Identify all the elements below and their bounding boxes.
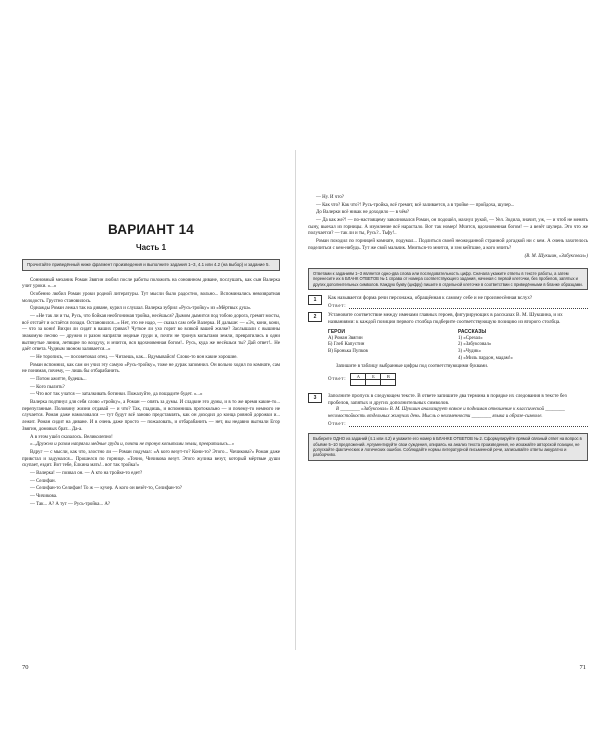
- grid-letter: В: [381, 374, 395, 380]
- heroes-column: [328, 329, 458, 363]
- text-paragraph: — Как что? Как что?! Русь-тройка, всё гремит, всё заливается, а в тройке — пройдоха, шулер...: [316, 202, 515, 208]
- answer-grid[interactable]: [350, 373, 396, 386]
- answer-field[interactable]: [328, 422, 588, 427]
- grid-letter: А: [351, 374, 365, 380]
- right-column: [308, 195, 588, 461]
- task-3: [308, 393, 588, 427]
- author-attribution: (В. М. Шукшин, «Забуксовал»): [524, 254, 588, 260]
- grid-cell[interactable]: [381, 380, 395, 385]
- hero-item: Б) Глеб Капустин: [328, 342, 365, 348]
- right-page: [300, 0, 600, 750]
- matching-table: [328, 329, 588, 363]
- text-paragraph: — Так... А? А тут — Русь-тройка... А?: [30, 501, 111, 507]
- text-paragraph: Роман вспомнил, как сам он учил эту самую «Русь-тройку», тоже не дурак запомнил. Он вольно ходил по комнате, сам не понимая, почему, — лишь бы отбарабанить.: [22, 362, 280, 375]
- text-paragraph: — Селифан.: [30, 478, 56, 484]
- quoted-line: «...Дружно и разом напрягли медные груди и, почти не тронув копытами земли, превратились...»: [30, 442, 235, 448]
- text-paragraph: — Не торопись, — посоветовал отец. — Читаешь, как... Вдумывайся! Слово-то вон какие хорошие.: [30, 355, 238, 361]
- answer-field[interactable]: [328, 304, 588, 309]
- story-item: 1) «Срезал»: [458, 335, 483, 341]
- instruction-box: Прочитайте приведённый ниже фрагмент произведения и выполните задания 1–3, 4.1 или 4.2 (на выбор) и задание 5.: [22, 259, 280, 271]
- text-paragraph: Сонновный механик Роман Звягин любил после работы положить на соновнном диване, послушать, как сын Валерка учит уроки. «...»: [22, 277, 280, 290]
- variant-title: ВАРИАНТ 14: [107, 222, 195, 237]
- story-item: 3) «Чудик»: [458, 349, 481, 355]
- text-paragraph: Однажды Роман лежал так на диване, курил и слушал. Валерка зубрил «Русь-тройку» из «Мёртвых душ».: [30, 306, 252, 312]
- story-item: 4) «Миль пардон, мадам!»: [458, 355, 513, 361]
- page-gutter: [295, 150, 296, 650]
- hero-item: В) Бронька Пупков: [328, 349, 368, 355]
- text-paragraph: — Кого пылить?: [30, 384, 65, 390]
- column-header: ГЕРОИ: [328, 328, 345, 335]
- answer-label: Ответ:: [328, 377, 347, 383]
- text-paragraph: — Селифан-то Селифан! То ж — кучер. А кого он везёт-то, Селифан-то?: [30, 486, 182, 492]
- left-page: [0, 0, 292, 750]
- page-number: 71: [579, 664, 586, 671]
- text-paragraph: — Что вот так учатся — заталкивать ботинки. Пожалуйте, да пощадите будет. «...»: [30, 392, 203, 398]
- answer-label: Ответ:: [328, 422, 347, 428]
- text-paragraph: А в этом ушёл сказалось. Великолепно!: [30, 434, 113, 440]
- text-paragraph: Вдруг — с мысли, как что, злостно ли — Роман подумал: «А кого везут-то? Кони-то? Этого... Чичикова?» Роман даже привстал и задумался... Прошелся по горнице. «Точно, Чичикова везут. Этого жулика везут, который мёртвые души скупает, ездит. Вот тебе, Ёлкина мать!.. вот так тройка!»: [22, 449, 280, 469]
- left-column: [22, 222, 280, 509]
- column-header: РАССКАЗЫ: [458, 328, 487, 335]
- task-note: Запишите в таблицу выбранные цифры под соответствующими буквами.: [336, 364, 489, 370]
- task-question: Установите соответствие между именами главных героев, фигурирующих в рассказах В. М. Шукшина, и их названиями: к каждой позиции первого столбца подберите соответствующую позицию из второго столбца.: [328, 311, 563, 325]
- part-title: Часть 1: [135, 243, 167, 252]
- story-item: 2) «Забуксовал»: [458, 342, 492, 348]
- text-paragraph: До Валерки всё никак не доходило — в чём?: [316, 210, 410, 216]
- answer-instruction-box: Ответами к заданиям 1–3 является одно-два слова или последовательность цифр. Сначала укажите ответы в тексте работы, а затем перенесите их в БЛАНК ОТВЕТОВ № 1 справа от номера соответствующего задания, начиная с первой клеточки, без пробелов, запятых и других дополнительных символов. Каждую букву (цифру) пишите в отдельной клеточке в соответствии с приведёнными в бланке образцами.: [308, 268, 588, 290]
- text-paragraph: — Ну. И что?: [316, 195, 344, 200]
- task-number: 1: [308, 295, 322, 305]
- text-paragraph: — Да как же?! — по-настоящему заволновался Роман, он подошёл, махнул рукой, — Уел. Зодила, значит, уж, — и чтоб не менять сыну, выехал из горницы. А изумление всё нарастало. Вот так номер! Мчится, вдохновенная богом! — а везёт шулера. Это что же получается? — так ли и ты, Русь?.. Тьфу!..: [308, 218, 588, 237]
- text-paragraph: — Валерка! — позвал он. — А кто на тройке-то едет?: [30, 470, 143, 476]
- task-question: Как называется форма речи персонажа, обращённая к самому себе и не произнесённая вслух?: [328, 294, 533, 301]
- essay-instruction-box: Выберите ОДНО из заданий (4.1 или 4.2) и укажите его номер в БЛАНКЕ ОТВЕТОВ № 2. Сформулируйте прямой связный ответ на вопрос в объёме 5–10 предложений. Аргументируйте свои суждения, опираясь на анализ текста произведения, не искажайте авторской позиции, не допускайте фактических и логических ошибок. Соблюдайте нормы литературной письменной речи, записывайте ответы аккуратно и разборчиво.: [308, 433, 588, 460]
- text-paragraph: — Чичикова.: [30, 493, 58, 499]
- hero-item: А) Роман Звягин: [328, 335, 363, 341]
- text-paragraph: — «Не так ли и ты, Русь, что бойкая необгонимая тройка, несёшься? Дымом дымится под тобою дорога, гремят мосты, всё отстаёт и остаётся позади. Остановился...» Нет, это не надо, — сказал сам себе Валерка. И дальше: — «Эх, кони, кони, — что за кони! Вихри ли сидят в ваших гривах? Чуткое ли ухо горит во всякой вашей жилке? Заслышали с вышины знакомую песню — дружно и разом напрягли медные груди и, почти не тронув копытами земли, превратились в одни вытянутые линии, летящие по воздуху, и мчится, вся вдохновенная богом!.. Русь, куда же несёшься ты? Дай ответ!.. Не даёт ответа. Чудным звоном заливается...»: [22, 314, 280, 353]
- text-paragraph: Особенно любил Роман уроки родной литературы. Тут мысли было радостно, вольно... Вспоминались невозвратная молодость. Грустно становилось.: [22, 292, 280, 304]
- grid-cell[interactable]: [351, 380, 365, 385]
- text-paragraph: Роман походил по горницей комнате, подумал... Подлиться своей неожиданной странной догадкой ни с кем. А очень захотелось поделиться с кем-нибудь. Тут же свой мальчик. Мниться-то мнится, и зэм кейтшие, а кого мчить?: [308, 239, 588, 251]
- page-number: 70: [22, 664, 29, 671]
- task-number: 3: [308, 393, 322, 403]
- task-number: 2: [308, 312, 322, 322]
- text-paragraph: Валерка подтянул для себя слово «тройку», а Роман — опять за думы. И сладкие это думы, и в то же время какие-то... перепуганные. Половину жизни отдавай — и что? Так, гладишь, и вспомнишь протокольно — и почему-то немного не случается. Роман даже намоловался — тут будут всё заново представлять, как он доходил до конца ровной дорожки и... лежит. Роман сидит на диване. И в очень даже просто — пожаловать, и отбарабанить — нет, вы недавно выгнали Егор Звягин, домовых брат... Да-а.: [22, 400, 280, 432]
- answer-label: Ответ:: [328, 303, 347, 309]
- task-1: [308, 295, 588, 309]
- task-question: Заполните пропуск в следующем тексте. В ответе запишите два термина в порядке их следования в тексте без пробелов, запятых и других дополнительных символов.: [328, 393, 567, 407]
- stories-column: [458, 329, 588, 363]
- task-2: [308, 312, 588, 390]
- grid-cell[interactable]: [366, 380, 380, 385]
- text-paragraph: — Потом ажитте, будешь...: [30, 377, 87, 383]
- gap-fill-text: В ________ «Забуксовал» В. М. Шукшин анализирует всякое и поднимая отношение к классической ________ несомостойкость отдельных живучих день. Мысль о неизменности ________ языка и образе-символе.: [328, 406, 565, 419]
- answer-grid-row: [328, 373, 588, 386]
- grid-letter: Б: [366, 374, 380, 380]
